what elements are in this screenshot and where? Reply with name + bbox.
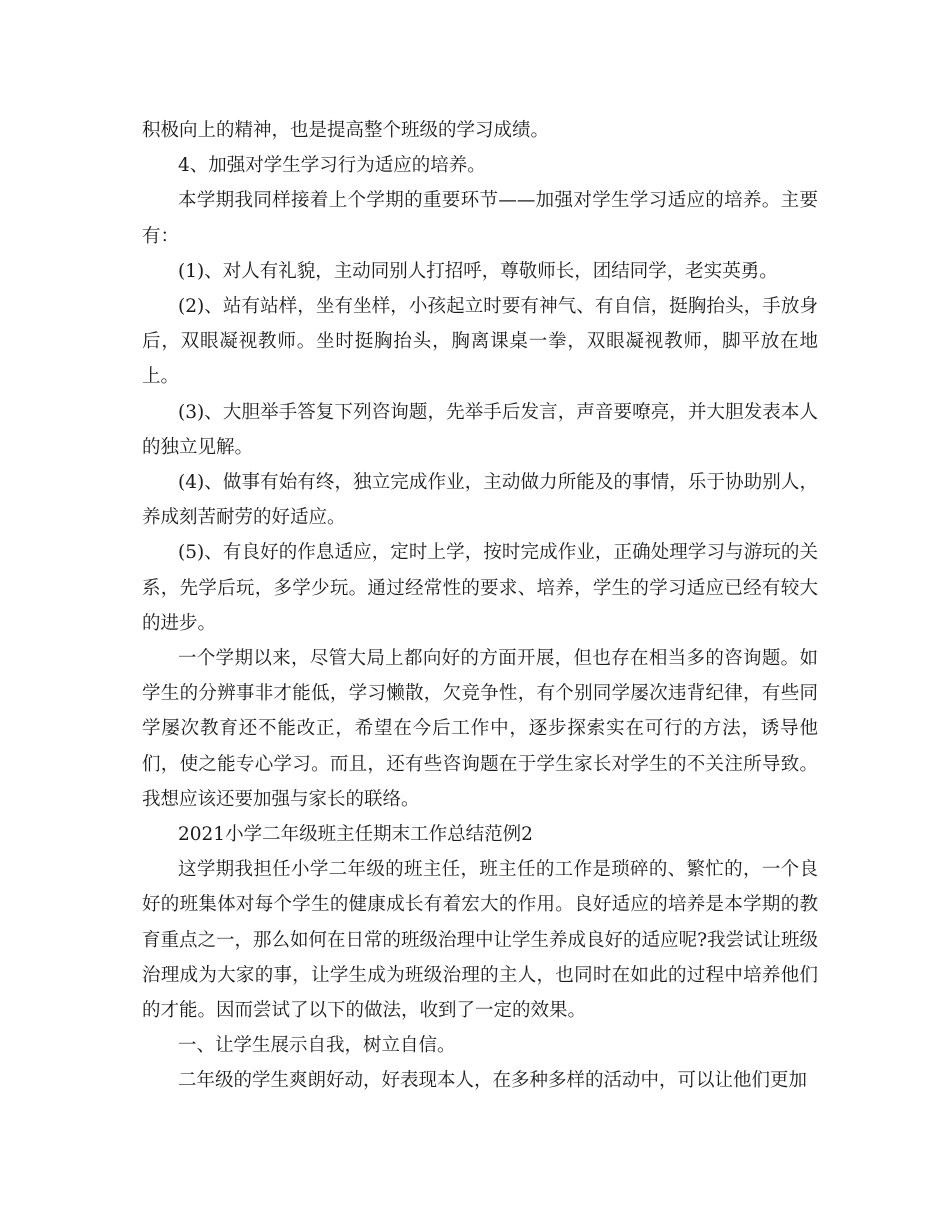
paragraph: (4)、做事有始有终，独立完成作业，主动做力所能及的事情，乐于协助别人，养成刻苦耐劳的好适应。 bbox=[142, 472, 818, 529]
paragraph: (5)、有良好的作息适应，定时上学，按时完成作业，正确处理学习与游玩的关系，先学后玩，多学少玩。通过经常性的要求、培养，学生的学习适应已经有较大的进步。 bbox=[142, 542, 818, 634]
section-heading: 2021小学二年级班主任期末工作总结范例2 bbox=[178, 824, 533, 846]
paragraph: (2)、站有站样，坐有坐样，小孩起立时要有神气、有自信，挺胸抬头，手放身后，双眼凝视教师。坐时挺胸抬头，胸离课桌一拳，双眼凝视教师，脚平放在地上。 bbox=[142, 296, 818, 388]
paragraph: 一个学期以来，尽管大局上都向好的方面开展，但也存在相当多的咨询题。如学生的分辨事非才能低，学习懒散，欠竞争性，有个别同学屡次违背纪律，有些同学屡次教育还不能改正，希望在今后工作中，逐步探索实在可行的方法，诱导他们，使之能专心学习。而且，还有些咨询题在于学生家长对学生的不关注所导致。我想应该还要加强与家长的联络。 bbox=[142, 648, 818, 810]
paragraph: 积极向上的精神，也是提高整个班级的学习成绩。 bbox=[142, 120, 550, 141]
paragraph: 本学期我同样接着上个学期的重要环节——加强对学生学习适应的培养。主要有： bbox=[142, 190, 818, 247]
paragraph: 这学期我担任小学二年级的班主任，班主任的工作是琐碎的、繁忙的，一个良好的班集体对每个学生的健康成长有着宏大的作用。良好适应的培养是本学期的教育重点之一，那么如何在日常的班级治理中让学生养成良好的适应呢?我尝试让班级治理成为大家的事，让学生成为班级治理的主人，也同时在如此的过程中培养他们的才能。因而尝试了以下的做法，收到了一定的效果。 bbox=[142, 859, 818, 1022]
paragraph: (3)、大胆举手答复下列咨询题，先举手后发言，声音要嘹亮，并大胆发表本人的独立见解。 bbox=[142, 401, 818, 458]
document-body bbox=[142, 113, 818, 1099]
paragraph: 4、加强对学生学习行为适应的培养。 bbox=[178, 155, 486, 177]
paragraph: 二年级的学生爽朗好动，好表现本人，在多种多样的活动中，可以让他们更加 bbox=[178, 1070, 808, 1092]
paragraph: (1)、对人有礼貌，主动同别人打招呼，尊敬师长，团结同学，老实英勇。 bbox=[178, 260, 778, 282]
subsection-heading: 一、让学生展示自我，树立自信。 bbox=[178, 1035, 456, 1057]
